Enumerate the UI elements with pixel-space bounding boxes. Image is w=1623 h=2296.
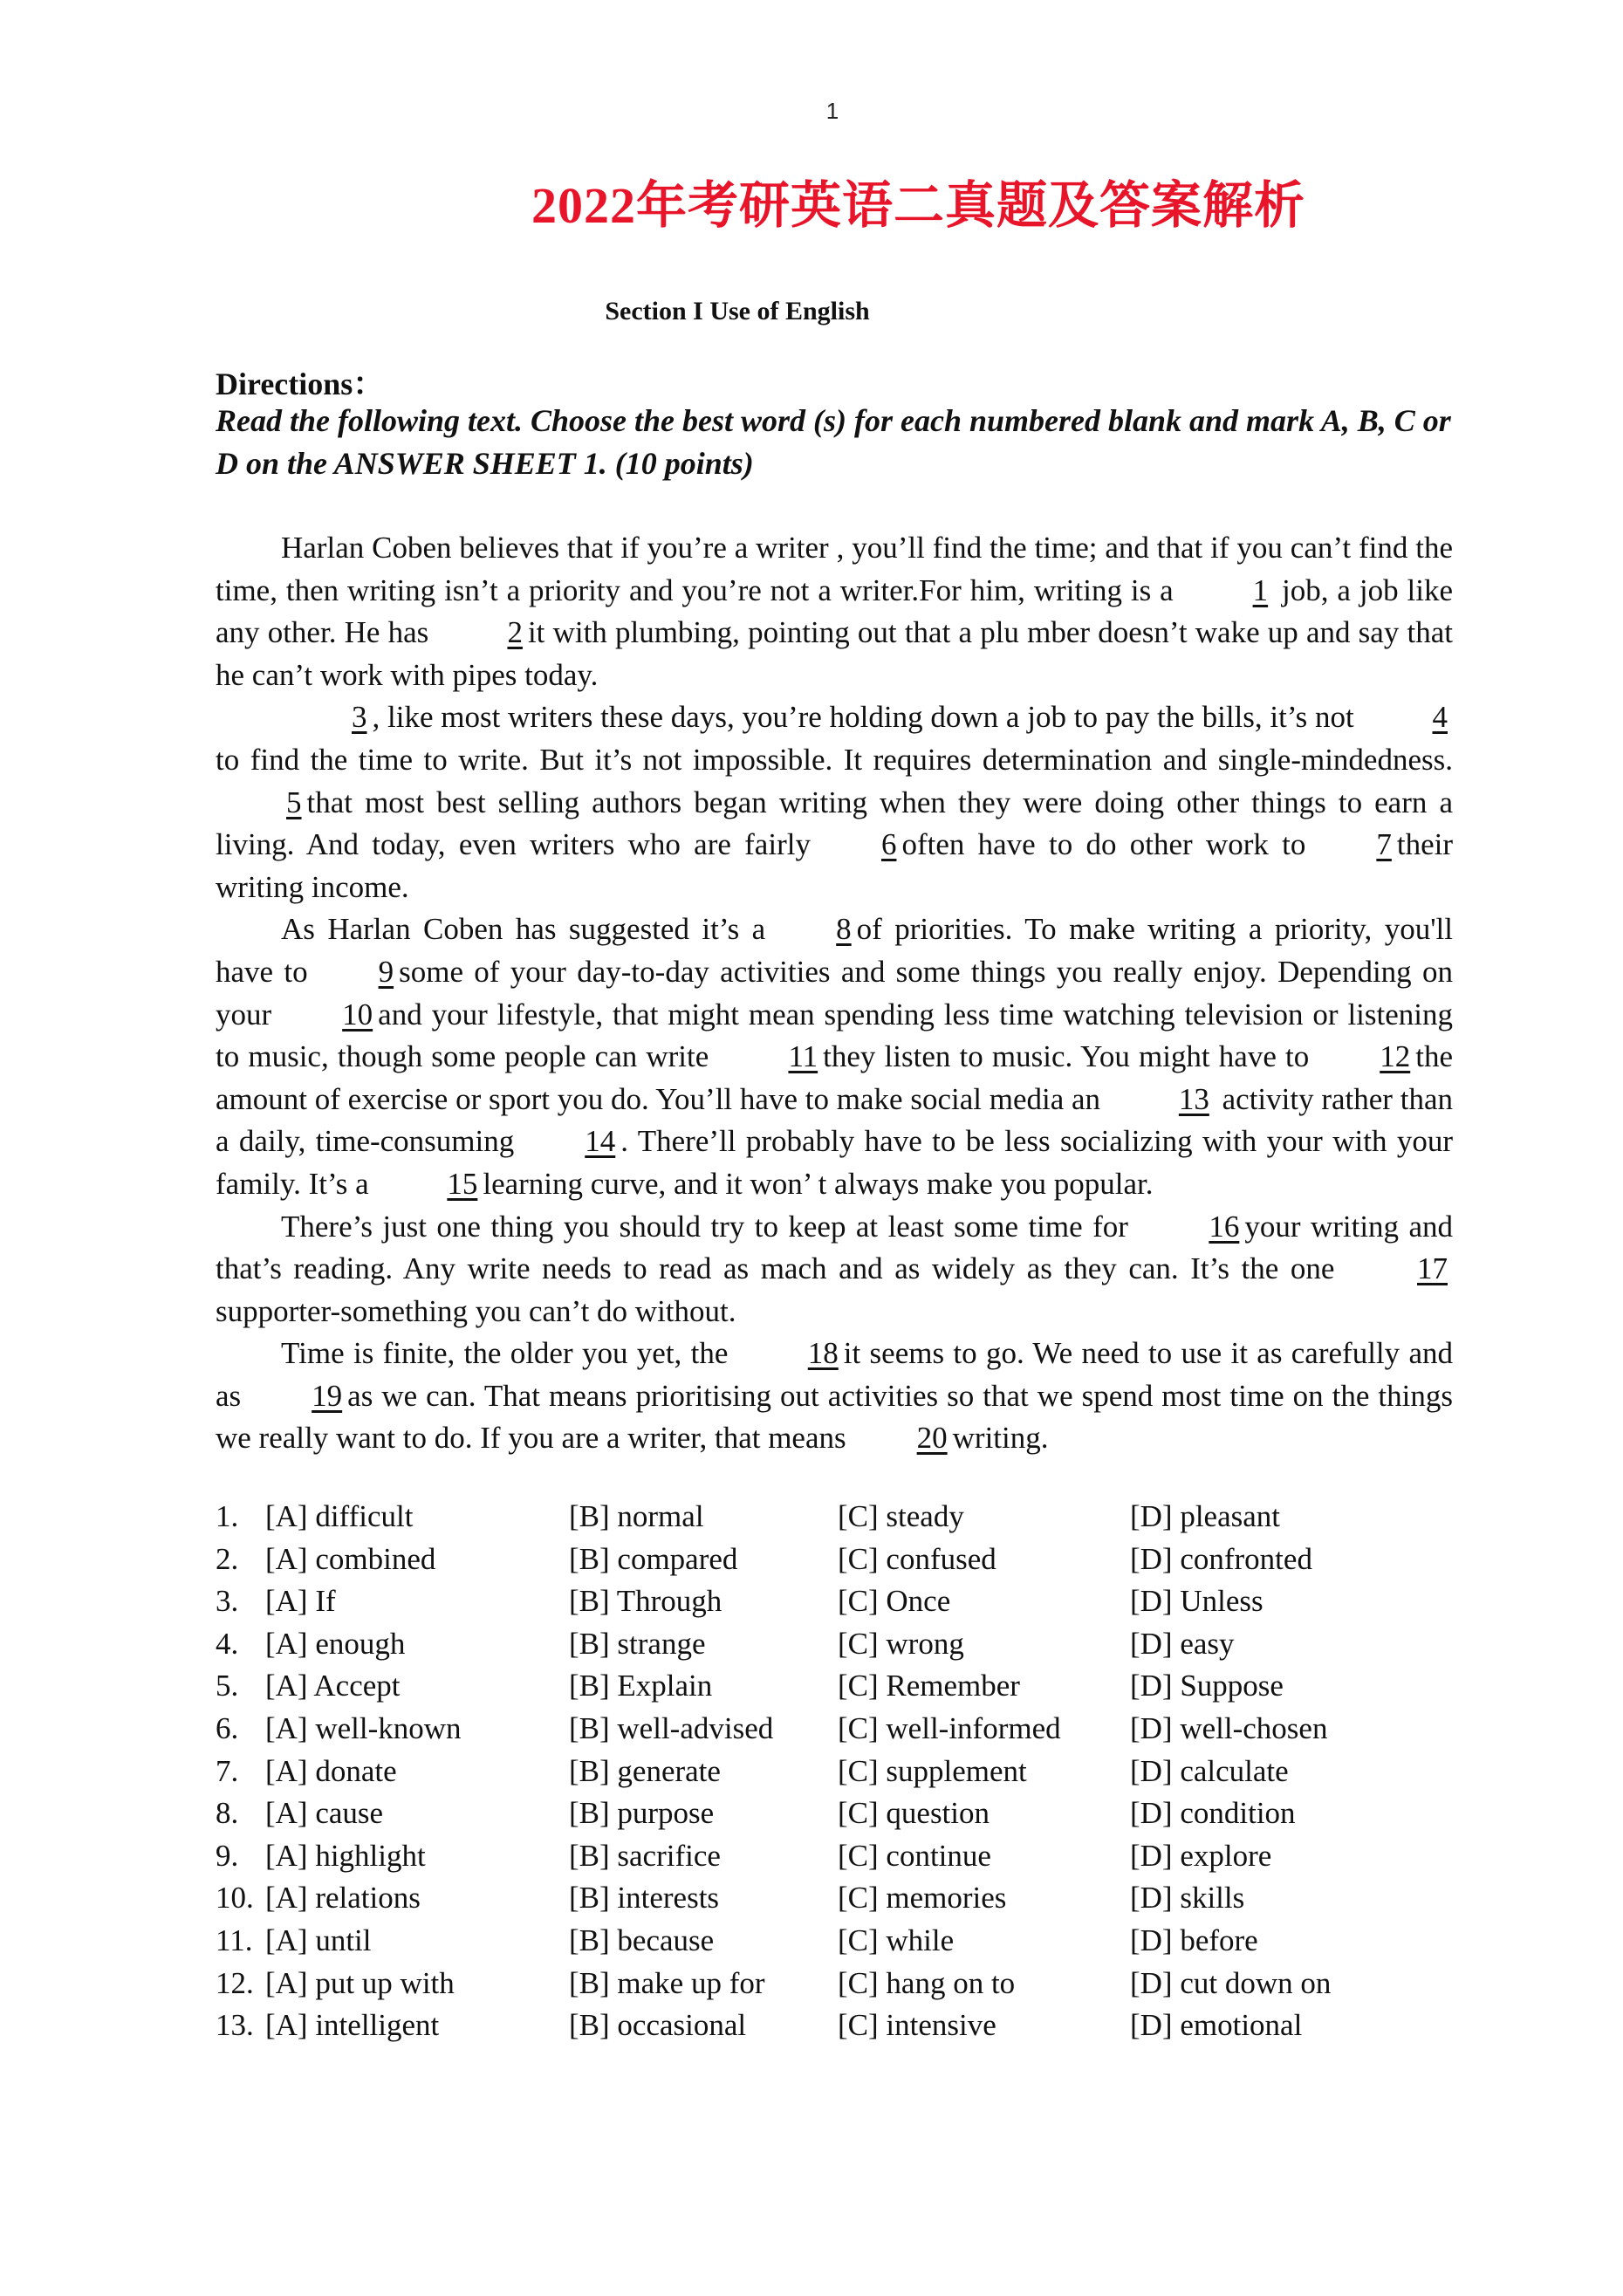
option-row xyxy=(216,1623,1455,1666)
option-c: [C] while xyxy=(838,1922,955,1957)
option-d: [D] before xyxy=(1130,1922,1258,1957)
option-a: [A] combined xyxy=(265,1541,436,1576)
option-row xyxy=(216,2005,1455,2047)
option-b: [B] because xyxy=(569,1922,715,1957)
option-b: [B] generate xyxy=(569,1753,721,1788)
option-a: [A] donate xyxy=(265,1753,397,1788)
option-d: [D] easy xyxy=(1130,1626,1235,1661)
blank-16: 16 xyxy=(1209,1209,1240,1244)
option-a: [A] well-known xyxy=(265,1710,462,1745)
option-b: [B] Through xyxy=(569,1584,722,1619)
blank-18: 18 xyxy=(807,1336,839,1371)
blank-2: 2 xyxy=(507,615,523,650)
blank-17: 17 xyxy=(1417,1251,1448,1286)
option-d: [D] pleasant xyxy=(1130,1499,1281,1533)
directions-label: Directions： xyxy=(216,367,385,401)
paragraph-3 xyxy=(216,908,1453,1205)
passage-text: and your lifestyle, that might mean spending less time watching television or listening to music, though some people can write xyxy=(216,997,1453,1074)
blank-14: 14 xyxy=(585,1124,616,1159)
cloze-passage xyxy=(216,527,1453,1460)
option-row xyxy=(216,1877,1455,1920)
question-number: 12. xyxy=(216,1965,254,2000)
answer-options xyxy=(216,1496,1455,2047)
option-a: [A] cause xyxy=(265,1796,384,1831)
question-number: 7. xyxy=(216,1753,239,1788)
option-a: [A] put up with xyxy=(265,1965,455,2000)
passage-text: As Harlan Coben has suggested it’s a xyxy=(281,912,766,947)
blank-20: 20 xyxy=(916,1421,948,1456)
paragraph-5 xyxy=(216,1333,1453,1460)
question-number: 4. xyxy=(216,1626,239,1661)
option-c: [C] Once xyxy=(838,1584,951,1619)
blank-13: 13 xyxy=(1178,1081,1209,1116)
option-a: [A] If xyxy=(265,1584,336,1619)
option-d: [D] cut down on xyxy=(1130,1965,1332,2000)
passage-text: they listen to music. You might have to xyxy=(823,1039,1310,1074)
question-number: 3. xyxy=(216,1584,239,1619)
question-number: 1. xyxy=(216,1499,239,1533)
option-c: [C] supplement xyxy=(838,1753,1027,1788)
passage-text: of priorities. To make writing a priority, you'll have to xyxy=(216,912,1453,989)
passage-text: Time is finite, the older you yet, the xyxy=(281,1336,729,1371)
passage-text: There’s just one thing you should try to keep at least some time for xyxy=(281,1209,1128,1244)
option-a: [A] relations xyxy=(265,1881,421,1916)
blank-9: 9 xyxy=(378,954,394,989)
question-number: 11. xyxy=(216,1922,253,1957)
option-b: [B] strange xyxy=(569,1626,706,1661)
option-c: [C] confused xyxy=(838,1541,996,1576)
option-row xyxy=(216,1751,1455,1793)
question-number: 10. xyxy=(216,1881,254,1916)
question-number: 9. xyxy=(216,1838,239,1873)
option-d: [D] condition xyxy=(1130,1796,1296,1831)
option-c: [C] memories xyxy=(838,1881,1007,1916)
option-b: [B] occasional xyxy=(569,2008,747,2043)
option-row xyxy=(216,1496,1455,1539)
question-number: 8. xyxy=(216,1796,239,1831)
option-c: [C] hang on to xyxy=(838,1965,1016,2000)
option-b: [B] well-advised xyxy=(569,1710,774,1745)
passage-text: the amount of exercise or sport you do. You’ll have to make social media an xyxy=(216,1039,1453,1116)
passage-text: often have to do other work to xyxy=(901,827,1306,862)
passage-text: , like most writers these days, you’re holding down a job to pay the bills, it’s not xyxy=(372,700,1354,735)
option-row xyxy=(216,1963,1455,2005)
option-a: [A] intelligent xyxy=(265,2008,440,2043)
blank-19: 19 xyxy=(312,1378,343,1413)
passage-text: that most best selling authors began writing when they were doing other things to earn a living. And today, even writers who are fairly xyxy=(216,785,1453,862)
blank-10: 10 xyxy=(342,997,373,1031)
option-c: [C] intensive xyxy=(838,2008,996,2043)
passage-text: learning curve, and it won’ t always make you popular. xyxy=(483,1166,1154,1201)
option-row xyxy=(216,1665,1455,1708)
option-a: [A] enough xyxy=(265,1626,406,1661)
passage-text: as we can. That means prioritising out activities so that we spend most time on the things we really want to do. If you are a writer, that means xyxy=(216,1378,1453,1456)
option-b: [B] sacrifice xyxy=(569,1838,721,1873)
option-c: [C] Remember xyxy=(838,1669,1020,1703)
paragraph-2 xyxy=(216,696,1453,908)
passage-text: to find the time to write. But it’s not impossible. It requires determination and single-mindedness. xyxy=(216,742,1453,777)
blank-12: 12 xyxy=(1380,1039,1411,1074)
passage-text: writing. xyxy=(952,1421,1049,1456)
option-row xyxy=(216,1835,1455,1878)
paragraph-4 xyxy=(216,1206,1453,1333)
section-heading: Section I Use of English xyxy=(605,297,870,326)
option-row xyxy=(216,1580,1455,1623)
question-number: 2. xyxy=(216,1541,239,1576)
option-c: [C] wrong xyxy=(838,1626,964,1661)
directions-text: Read the following text. Choose the best word (s) for each numbered blank and mark A, B, C or D on the ANSWER SHEET 1. (10 points) xyxy=(216,403,1451,481)
passage-text: it with plumbing, pointing out that a plu mber doesn’t wake up and say that he can’t work with pipes today. xyxy=(216,615,1453,692)
blank-1: 1 xyxy=(1252,572,1269,607)
option-d: [D] confronted xyxy=(1130,1541,1312,1576)
option-b: [B] interests xyxy=(569,1881,720,1916)
question-number: 5. xyxy=(216,1669,239,1703)
passage-text: . There’ll probably have to be less socializing with your with your family. It’s a xyxy=(216,1124,1453,1201)
question-number: 13. xyxy=(216,2008,254,2043)
passage-text: some of your day-to-day activities and some things you really enjoy. Depending on your xyxy=(216,954,1453,1031)
option-b: [B] normal xyxy=(569,1499,704,1533)
option-d: [D] Suppose xyxy=(1130,1669,1284,1703)
page-number: 1 xyxy=(825,98,839,124)
option-d: [D] emotional xyxy=(1130,2008,1303,2043)
option-row xyxy=(216,1539,1455,1581)
option-b: [B] purpose xyxy=(569,1796,715,1831)
option-b: [B] Explain xyxy=(569,1669,713,1703)
option-c: [C] steady xyxy=(838,1499,964,1533)
blank-4: 4 xyxy=(1432,700,1448,735)
passage-text: job, a job like any other. He has xyxy=(216,572,1453,650)
blank-15: 15 xyxy=(447,1166,478,1201)
blank-7: 7 xyxy=(1376,827,1392,862)
option-d: [D] calculate xyxy=(1130,1753,1289,1788)
option-row xyxy=(216,1708,1455,1751)
blank-6: 6 xyxy=(880,827,897,862)
option-b: [B] make up for xyxy=(569,1965,765,2000)
page-title: 2022年考研英语二真题及答案解析 xyxy=(531,177,1305,234)
option-b: [B] compared xyxy=(569,1541,738,1576)
option-c: [C] well-informed xyxy=(838,1710,1061,1745)
option-a: [A] difficult xyxy=(265,1499,414,1533)
option-a: [A] until xyxy=(265,1922,372,1957)
option-row xyxy=(216,1792,1455,1835)
option-row xyxy=(216,1920,1455,1963)
option-a: [A] highlight xyxy=(265,1838,426,1873)
blank-11: 11 xyxy=(788,1039,818,1074)
option-d: [D] skills xyxy=(1130,1881,1245,1916)
blank-8: 8 xyxy=(836,912,852,947)
passage-text: it seems to go. We need to use it as carefully and as xyxy=(216,1336,1454,1413)
paragraph-1 xyxy=(216,527,1453,696)
passage-text: Harlan Coben believes that if you’re a writer , you’ll find the time; and that if you can’t find the time, then writing isn’t a priority and you’re not a writer.For him, writing is a xyxy=(216,531,1453,607)
option-c: [C] question xyxy=(838,1796,990,1831)
option-d: [D] well-chosen xyxy=(1130,1710,1328,1745)
option-d: [D] explore xyxy=(1130,1838,1272,1873)
passage-text: supporter-something you can’t do without. xyxy=(216,1293,736,1328)
passage-text: their writing income. xyxy=(216,827,1453,904)
question-number: 6. xyxy=(216,1710,239,1745)
blank-3: 3 xyxy=(352,700,367,735)
passage-text: activity rather than a daily, time-consuming xyxy=(216,1081,1453,1159)
passage-text: your writing and that’s reading. Any write needs to read as mach and as widely as they can. It’s the one xyxy=(216,1209,1454,1286)
option-c: [C] continue xyxy=(838,1838,991,1873)
blank-5: 5 xyxy=(286,785,302,819)
option-a: [A] Accept xyxy=(265,1669,401,1703)
option-d: [D] Unless xyxy=(1130,1584,1263,1619)
